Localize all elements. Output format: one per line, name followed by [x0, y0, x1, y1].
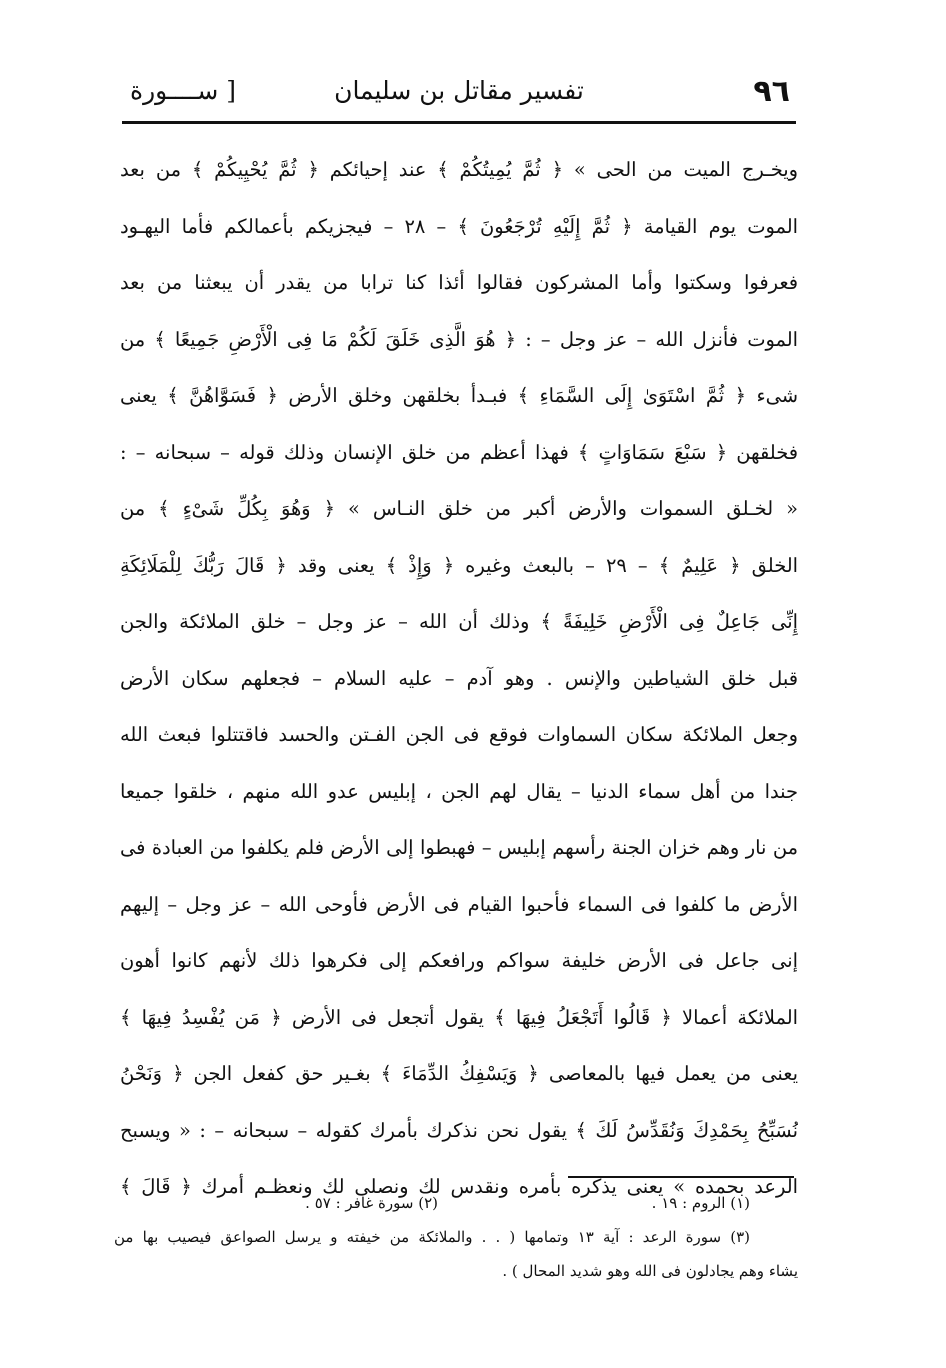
- surah-label: [ ســــورة: [130, 76, 237, 105]
- text-line: الملائكة أعمالا ﴿ قَالُوا أَتَجْعَلُ فِيهَا ﴾ يقول أتجعل فى الأرض ﴿ مَن يُفْسِدُ فِيهَا ﴾: [120, 1005, 798, 1029]
- text-line: الخلق ﴿ عَلِيمٌ ﴾ – ٢٩ – بالبعث وغيره ﴿ وَإِذْ ﴾ يعنى وقد ﴿ قَالَ رَبُّكَ لِلْمَلَائِكَةِ: [120, 553, 798, 577]
- text-line: الموت يوم القيامة ﴿ ثُمَّ إِلَيْهِ تُرْجَعُونَ ﴾ – ٢٨ – فيجزيكم بأعمالكم فأما اليهـود: [120, 214, 798, 238]
- text-line: فعرفوا وسكتوا وأما المشركون فقالوا أئذا كنا ترابا من يقدر أن يبعثنا من بعد: [120, 271, 798, 294]
- footnote-1: (١) الروم : ١٩ .: [651, 1194, 750, 1212]
- header-rule: [122, 121, 796, 124]
- footnotes: [114, 1186, 798, 1288]
- text-line: وجعل الملائكة سكان السماوات فوقع فى الجن الفـتن والحسد فاقتتلوا فبعث الله: [120, 723, 798, 746]
- text-line: إِنِّى جَاعِلٌ فِى الْأَرْضِ خَلِيفَةً ﴾ وذلك أن الله – عز وجل – خلق الملائكة والجن: [120, 610, 798, 633]
- text-line: فخلقهن ﴿ سَبْعَ سَمَاوَاتٍ ﴾ فهذا أعظم من خلق الإنسان وذلك قوله – سبحانه – :: [120, 440, 798, 464]
- text-line: إنى جاعل فى الأرض خليفة سواكم ورافعكم إلى فكرهوا ذلك لأنهم كانوا أهون: [120, 949, 798, 972]
- page-header: [122, 68, 796, 116]
- footnote-row: [114, 1186, 798, 1220]
- body-text: [120, 142, 798, 1216]
- text-line: شىء ﴿ ثُمَّ اسْتَوَىٰ إِلَى السَّمَاءِ ﴾ فبـدأ بخلقهن وخلق الأرض ﴿ فَسَوَّاهُنَّ ﴾ يعنى: [120, 384, 798, 407]
- text-line: « لخـلق السموات والأرض أكبر من خلق النـاس » ﴿ وَهُوَ بِكُلِّ شَىْءٍ ﴾ من: [120, 497, 798, 520]
- text-line: الرعد بحمده » يعنى يذكره بأمره ونقدس لك ونصلى لك ونعظـم أمرك ﴿ قَالَ ﴾: [120, 1175, 798, 1198]
- footnote-3-continuation: يشاء وهم يجادلون فى الله وهو شديد المحال ) .: [502, 1262, 798, 1280]
- footnote-3: (٣) سورة الرعد : آية ١٣ وتمامها ( . . والملائكة من خيفته و يرسل الصواعق فيصيب بها من: [114, 1228, 750, 1246]
- text-line: الأرض ما كلفوا فى السماء فأحبوا القيام فى الأرض فأوحى الله – عز وجل – إليهم: [120, 892, 798, 916]
- book-title: تفسير مقاتل بن سليمان: [334, 76, 584, 105]
- text-line: الموت فأنزل الله – عز وجل – : ﴿ هُوَ الَّذِى خَلَقَ لَكُمْ مَا فِى الْأَرْضِ جَمِيعًا ﴾ من: [120, 327, 798, 351]
- footnote-rule: [568, 1176, 794, 1178]
- text-line: نُسَبِّحُ بِحَمْدِكَ وَنُقَدِّسُ لَكَ ﴾ يقول نحن نذكرك بأمرك كقوله – سبحانه – : « ويسبح: [120, 1118, 798, 1142]
- footnote-2: (٢) سورة غافر : ٥٧ .: [305, 1194, 438, 1212]
- text-line: من نار وهم خزان الجنة رأسهم إبليس – فهبطوا إلى الأرض فلم يكلفوا من العبادة فى: [120, 836, 798, 859]
- text-line: ويخـرج الميت من الحى » ﴿ ثُمَّ يُمِيتُكُمْ ﴾ عند إحيائكم ﴿ ثُمَّ يُحْيِيكُمْ ﴾ من بعد: [120, 158, 798, 181]
- page-number: ٩٦: [753, 74, 790, 109]
- text-line: يعنى من يعمل فيها بالمعاصى ﴿ وَيَسْفِكُ الدِّمَاءَ ﴾ بغـير حق كفعل الجن ﴿ وَنَحْنُ: [120, 1062, 798, 1085]
- text-line: قبل خلق الشياطين والإنس . وهو آدم – عليه السلام – فجعلهم سكان الأرض: [120, 666, 798, 690]
- text-line: جندا من أهل سماء الدنيا – يقال لهم الجن ، إبليس عدو الله منهم ، خلقوا جميعا: [120, 779, 798, 803]
